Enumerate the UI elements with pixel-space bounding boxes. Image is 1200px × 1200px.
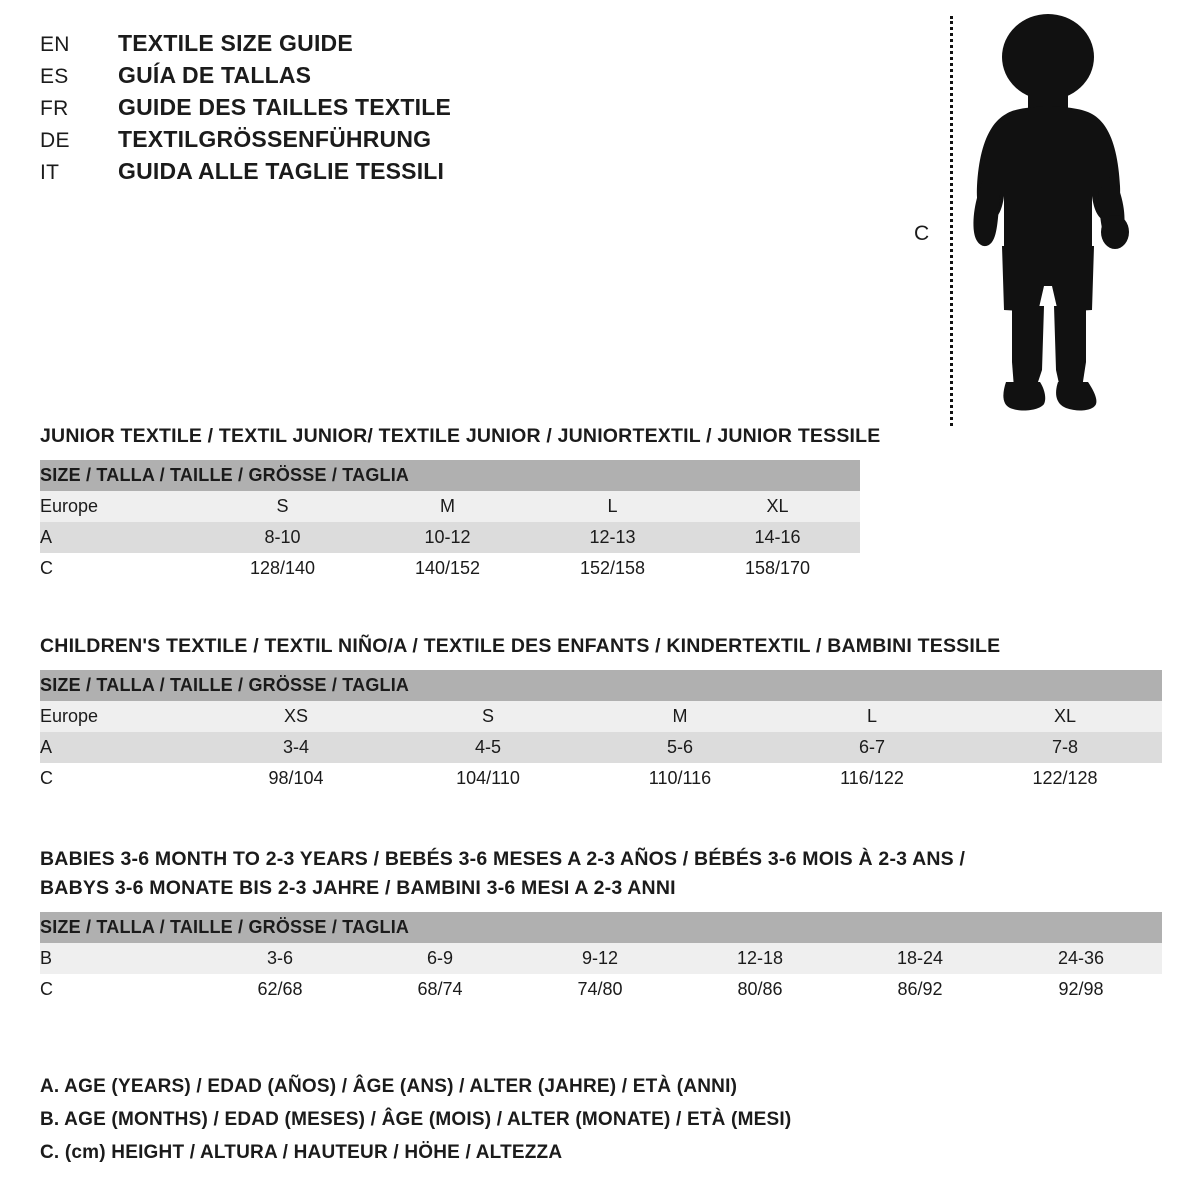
language-code: EN (40, 33, 70, 56)
height-figure (900, 10, 1160, 430)
language-title: GUIDA ALLE TAGLIE TESSILI (118, 158, 445, 184)
cell-value: 92/98 (1000, 974, 1162, 1005)
babies-size-table (40, 912, 1162, 1005)
cell-value: 116/122 (776, 763, 968, 794)
row-label: A (40, 522, 200, 553)
language-row (40, 62, 800, 94)
child-silhouette-icon (940, 10, 1150, 425)
table-header-row (40, 912, 1162, 943)
section-junior (40, 425, 1162, 584)
cell-value: XL (695, 491, 860, 522)
language-row (40, 30, 800, 62)
language-row (40, 126, 800, 158)
language-code: DE (40, 129, 70, 152)
table-row (40, 763, 1162, 794)
table-header-label: SIZE / TALLA / TAILLE / GRÖSSE / TAGLIA (40, 460, 860, 491)
cell-value: 5-6 (584, 732, 776, 763)
cell-value: 9-12 (520, 943, 680, 974)
cell-value: 8-10 (200, 522, 365, 553)
table-row (40, 491, 860, 522)
cell-value: L (530, 491, 695, 522)
row-label: C (40, 974, 200, 1005)
row-label: B (40, 943, 200, 974)
cell-value: 158/170 (695, 553, 860, 584)
children-size-table (40, 670, 1162, 794)
language-title: TEXTILE SIZE GUIDE (118, 30, 353, 56)
language-code: FR (40, 97, 69, 120)
cell-value: 122/128 (968, 763, 1162, 794)
cell-value: 80/86 (680, 974, 840, 1005)
cell-value: M (584, 701, 776, 732)
cell-value: L (776, 701, 968, 732)
cell-value: S (392, 701, 584, 732)
cell-value: 3-6 (200, 943, 360, 974)
language-row (40, 94, 800, 126)
cell-value: 62/68 (200, 974, 360, 1005)
cell-value: 12-18 (680, 943, 840, 974)
language-header (40, 30, 800, 190)
language-title: GUÍA DE TALLAS (118, 62, 312, 88)
row-label: Europe (40, 491, 200, 522)
cell-value: 104/110 (392, 763, 584, 794)
section-title-line2: BABYS 3-6 MONATE BIS 2-3 JAHRE / BAMBINI 3-6 MESI A 2-3 ANNI (40, 877, 676, 899)
cell-value: XL (968, 701, 1162, 732)
cell-value: 4-5 (392, 732, 584, 763)
cell-value: 12-13 (530, 522, 695, 553)
cell-value: 74/80 (520, 974, 680, 1005)
language-row (40, 158, 800, 190)
table-row (40, 553, 860, 584)
table-header-label: SIZE / TALLA / TAILLE / GRÖSSE / TAGLIA (40, 912, 1162, 943)
table-row (40, 943, 1162, 974)
legend-item: C. (cm) HEIGHT / ALTURA / HAUTEUR / HÖHE / ALTEZZA (40, 1142, 563, 1163)
legend-item: B. AGE (MONTHS) / EDAD (MESES) / ÂGE (MOIS) / ALTER (MONATE) / ETÀ (MESI) (40, 1109, 792, 1130)
language-title: TEXTILGRÖSSENFÜHRUNG (118, 126, 432, 152)
table-header-row (40, 460, 860, 491)
section-title: BABIES 3-6 MONTH TO 2-3 YEARS / BEBÉS 3-6 MESES A 2-3 AÑOS / BÉBÉS 3-6 MOIS À 2-3 ANS / (40, 848, 966, 870)
cell-value: 128/140 (200, 553, 365, 584)
section-title: JUNIOR TEXTILE / TEXTIL JUNIOR/ TEXTILE JUNIOR / JUNIORTEXTIL / JUNIOR TESSILE (40, 425, 881, 447)
cell-value: 68/74 (360, 974, 520, 1005)
cell-value: M (365, 491, 530, 522)
cell-value: 6-9 (360, 943, 520, 974)
table-header-row (40, 670, 1162, 701)
language-code: ES (40, 65, 69, 88)
cell-value: 98/104 (200, 763, 392, 794)
cell-value: 24-36 (1000, 943, 1162, 974)
legend-item: A. AGE (YEARS) / EDAD (AÑOS) / ÂGE (ANS) / ALTER (JAHRE) / ETÀ (ANNI) (40, 1076, 738, 1097)
table-row (40, 974, 1162, 1005)
cell-value: S (200, 491, 365, 522)
cell-value: 6-7 (776, 732, 968, 763)
row-label: Europe (40, 701, 200, 732)
cell-value: 7-8 (968, 732, 1162, 763)
junior-size-table (40, 460, 860, 584)
section-title: CHILDREN'S TEXTILE / TEXTIL NIÑO/A / TEXTILE DES ENFANTS / KINDERTEXTIL / BAMBINI TESSILE (40, 635, 1001, 657)
cell-value: 14-16 (695, 522, 860, 553)
cell-value: 140/152 (365, 553, 530, 584)
cell-value: 10-12 (365, 522, 530, 553)
row-label: C (40, 763, 200, 794)
section-babies (40, 848, 1162, 1005)
table-header-label: SIZE / TALLA / TAILLE / GRÖSSE / TAGLIA (40, 670, 1162, 701)
section-children (40, 635, 1162, 794)
language-code: IT (40, 161, 60, 184)
row-label: A (40, 732, 200, 763)
cell-value: 110/116 (584, 763, 776, 794)
language-title: GUIDE DES TAILLES TEXTILE (118, 94, 451, 120)
cell-value: 3-4 (200, 732, 392, 763)
height-marker-label: C (914, 222, 930, 245)
table-row (40, 732, 1162, 763)
cell-value: 152/158 (530, 553, 695, 584)
cell-value: 86/92 (840, 974, 1000, 1005)
cell-value: 18-24 (840, 943, 1000, 974)
table-row (40, 522, 860, 553)
row-label: C (40, 553, 200, 584)
legend (40, 1070, 1140, 1169)
table-row (40, 701, 1162, 732)
cell-value: XS (200, 701, 392, 732)
